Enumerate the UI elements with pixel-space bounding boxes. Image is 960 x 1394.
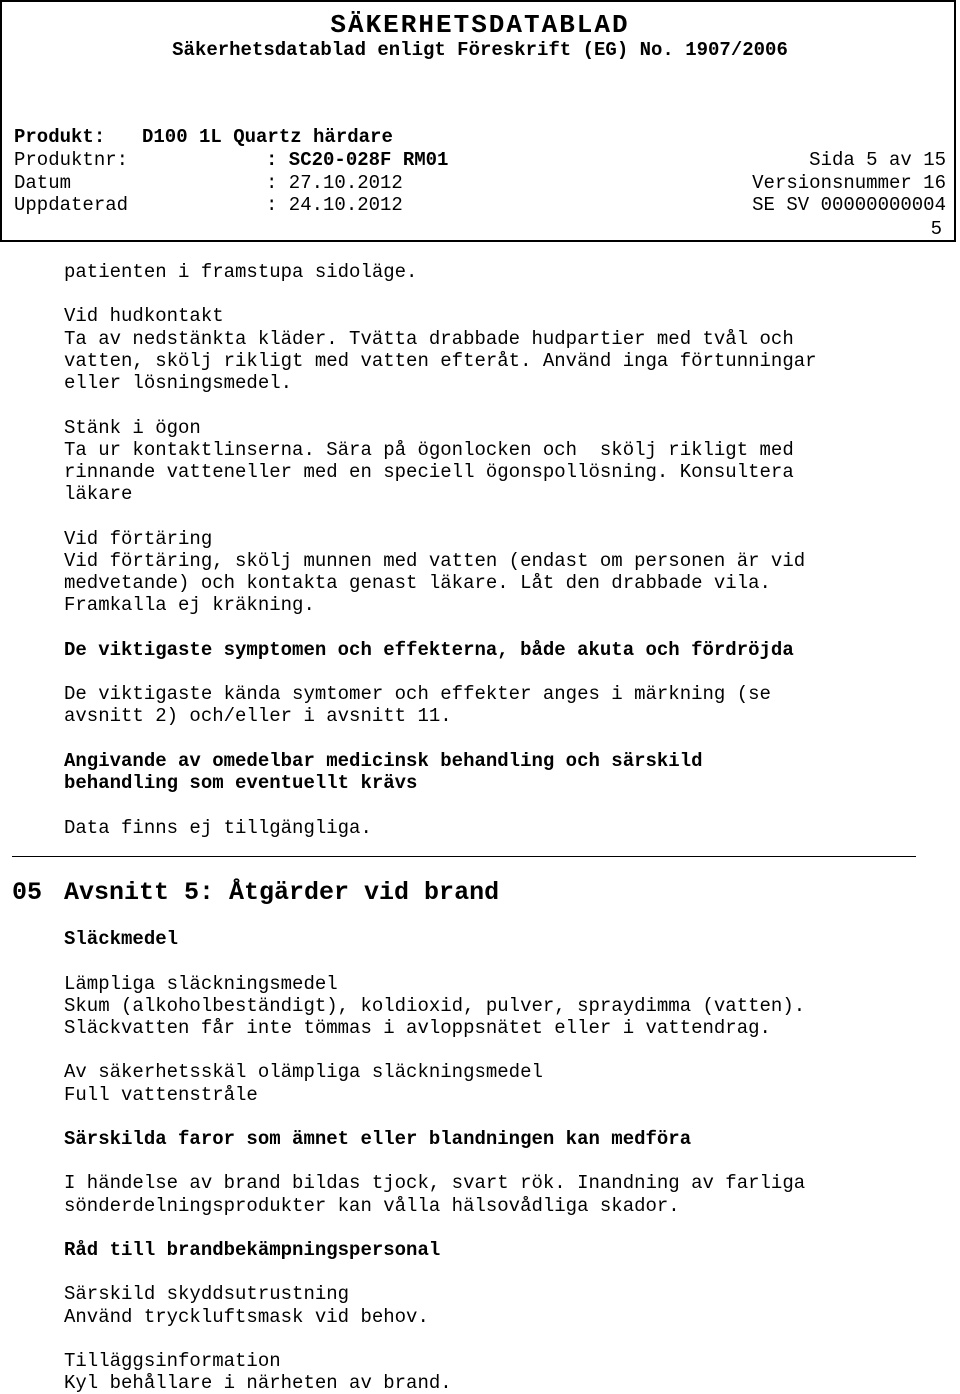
subheading-medical-treatment-cont: behandling som eventuellt krävs: [64, 772, 418, 794]
product-label: Produkt:: [14, 126, 106, 148]
text-line: Framkalla ej kräkning.: [64, 594, 315, 616]
date-label: Datum: [14, 172, 72, 194]
date-value: : 27.10.2012: [266, 172, 403, 194]
text-line: patienten i framstupa sidoläge.: [64, 261, 418, 283]
version-info: Versionsnummer 16: [752, 172, 946, 194]
subheading-ingestion: Vid förtäring: [64, 528, 213, 550]
date-row: [14, 172, 946, 194]
subheading-skin-contact: Vid hudkontakt: [64, 305, 224, 327]
section-number: 05: [12, 878, 43, 907]
text-line: De viktigaste kända symtomer och effekter anges i märkning (se: [64, 683, 771, 705]
text-line: eller lösningsmedel.: [64, 372, 293, 394]
product-number-row: [14, 149, 946, 171]
document-title: SÄKERHETSDATABLAD: [330, 10, 630, 40]
section-title: Avsnitt 5: Åtgärder vid brand: [64, 878, 500, 907]
text-line: rinnande vatteneller med en speciell ögonspollösning. Konsultera: [64, 461, 794, 483]
subheading-protective-equipment: Särskild skyddsutrustning: [64, 1283, 350, 1305]
text-line: läkare: [64, 483, 133, 505]
product-number-value: : SC20-028F RM01: [266, 149, 449, 171]
text-line: Kyl behållare i närheten av brand.: [64, 1372, 452, 1394]
text-line: Släckvatten får inte tömmas i avloppsnätet eller i vattendrag.: [64, 1017, 771, 1039]
subheading-suitable-media: Lämpliga släckningsmedel: [64, 973, 338, 995]
sds-code: SE SV 00000000004: [752, 194, 946, 216]
updated-label: Uppdaterad: [14, 194, 129, 216]
subheading-symptoms: De viktigaste symptomen och effekterna, både akuta och fördröjda: [64, 639, 794, 661]
subheading-special-hazards: Särskilda faror som ämnet eller blandningen kan medföra: [64, 1128, 692, 1150]
page-info: Sida 5 av 15: [809, 149, 946, 171]
document-subtitle: Säkerhetsdatablad enligt Föreskrift (EG) No. 1907/2006: [172, 39, 788, 61]
text-line: Ta ur kontaktlinserna. Sära på ögonlocken och skölj rikligt med: [64, 439, 794, 461]
product-number-label: Produktnr:: [14, 149, 129, 171]
subheading-eye-contact: Stänk i ögon: [64, 417, 201, 439]
updated-value: : 24.10.2012: [266, 194, 403, 216]
text-line: Ta av nedstänkta kläder. Tvätta drabbade hudpartier med tvål och: [64, 328, 794, 350]
product-row: [14, 126, 946, 148]
page-number: 5: [930, 218, 942, 240]
text-line: medvetande) och kontakta genast läkare. Låt den drabbade vila.: [64, 572, 771, 594]
subheading-additional-info: Tilläggsinformation: [64, 1350, 281, 1372]
subheading-extinguishing-media: Släckmedel: [64, 928, 179, 950]
text-line: sönderdelningsprodukter kan vålla hälsovådliga skador.: [64, 1195, 680, 1217]
document-header: [0, 0, 956, 242]
text-line: Använd tryckluftsmask vid behov.: [64, 1306, 429, 1328]
subheading-firefighter-advice: Råd till brandbekämpningspersonal: [64, 1239, 441, 1261]
text-line: Vid förtäring, skölj munnen med vatten (endast om personen är vid: [64, 550, 806, 572]
text-line: Data finns ej tillgängliga.: [64, 817, 372, 839]
text-line: Full vattenstråle: [64, 1084, 258, 1106]
text-line: I händelse av brand bildas tjock, svart rök. Inandning av farliga: [64, 1172, 806, 1194]
updated-row: [14, 194, 946, 216]
text-line: Skum (alkoholbeständigt), koldioxid, pulver, spraydimma (vatten).: [64, 995, 806, 1017]
subheading-medical-treatment: Angivande av omedelbar medicinsk behandling och särskild: [64, 750, 703, 772]
section-divider: [12, 856, 916, 857]
product-value: D100 1L Quartz härdare: [142, 126, 393, 148]
text-line: vatten, skölj rikligt med vatten efteråt. Använd inga förtunningar: [64, 350, 817, 372]
text-line: avsnitt 2) och/eller i avsnitt 11.: [64, 705, 452, 727]
subheading-unsuitable-media: Av säkerhetsskäl olämpliga släckningsmedel: [64, 1061, 543, 1083]
